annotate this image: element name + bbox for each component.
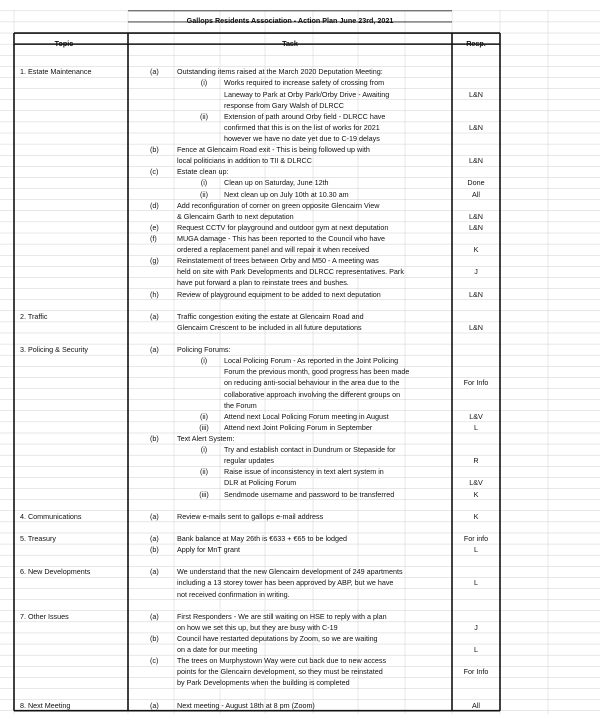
item-letter: (c)	[150, 167, 159, 177]
resp-cell: L&N	[469, 211, 483, 221]
task-text: Estate clean up:	[177, 167, 229, 177]
sub-numeral: (iii)	[199, 422, 209, 432]
header-topic: Topic	[54, 39, 74, 48]
task-text: ordered a replacement panel and will repair it when received	[177, 245, 370, 255]
item-letter: (a)	[150, 533, 159, 543]
resp-cell: L&N	[469, 156, 483, 166]
topic-cell: 4. Communications	[20, 511, 82, 521]
item-letter: (e)	[150, 222, 159, 232]
task-text: Fence at Glencairn Road exit - This is being followed up with	[177, 145, 370, 155]
task-text: Review e-mails sent to gallops e-mail address	[177, 511, 324, 521]
sub-numeral: (i)	[200, 78, 208, 88]
resp-cell: For Info	[463, 378, 489, 388]
task-text: points for the Glencairn development, so they must be reinstated	[177, 667, 383, 677]
item-letter: (b)	[150, 545, 159, 555]
sub-task-text: Clean up on Saturday, June 12th	[224, 178, 329, 188]
sub-task-text: on reducing anti-social behaviour in the area due to the	[224, 378, 400, 388]
resp-cell: L&V	[469, 478, 483, 488]
topic-cell: 1. Estate Maintenance	[20, 67, 92, 77]
task-text: Text Alert System:	[177, 433, 235, 443]
task-text: Outstanding items raised at the March 2020 Deputation Meeting:	[177, 67, 383, 77]
item-letter: (g)	[150, 256, 159, 266]
resp-cell: For info	[463, 533, 489, 543]
sheet-title: Gallops Residents Association - Action Plan June 23rd, 2021	[186, 16, 394, 25]
sub-numeral: (ii)	[200, 111, 208, 121]
sub-numeral: (i)	[200, 356, 208, 366]
sub-task-text: response from Gary Walsh of DLRCC	[224, 100, 344, 110]
sub-task-text: collaborative approach involving the different groups on	[224, 389, 401, 399]
sub-task-text: Sendmode username and password to be transferred	[224, 489, 395, 499]
resp-cell: All	[472, 189, 480, 199]
resp-cell: L&N	[469, 222, 483, 232]
task-text: First Responders - We are still waiting on HSE to reply with a plan	[177, 611, 387, 621]
resp-cell: L&V	[469, 411, 483, 421]
resp-cell: J	[474, 622, 478, 632]
sub-numeral: (ii)	[200, 411, 208, 421]
resp-cell: K	[473, 245, 479, 255]
sub-numeral: (i)	[200, 178, 208, 188]
header-resp: Resp.	[466, 39, 486, 48]
item-letter: (b)	[150, 145, 159, 155]
sub-task-text: confirmed that this is on the list of works for 2021	[224, 122, 380, 132]
item-letter: (b)	[150, 633, 159, 643]
sub-numeral: (ii)	[200, 467, 208, 477]
task-text: The trees on Murphystown Way were cut back due to new access	[177, 656, 387, 666]
item-letter: (a)	[150, 345, 159, 355]
resp-cell: L&N	[469, 289, 483, 299]
sub-task-text: the Forum	[224, 400, 257, 410]
resp-cell: For Info	[463, 667, 489, 677]
resp-cell: L	[474, 545, 478, 555]
topic-cell: 7. Other Issues	[20, 611, 69, 621]
task-text: Bank balance at May 26th is €633 + €65 to be lodged	[177, 533, 348, 543]
sub-task-text: regular updates	[224, 456, 274, 466]
resp-cell: L&N	[469, 122, 483, 132]
resp-cell: K	[473, 489, 479, 499]
task-text: on how we set this up, but they are busy with C-19	[177, 622, 338, 632]
item-letter: (a)	[150, 67, 159, 77]
sub-task-text: Local Policing Forum - As reported in the Joint Policing	[224, 356, 399, 366]
task-text: on a date for our meeting	[177, 645, 258, 655]
resp-cell: R	[473, 456, 479, 466]
task-text: Glencairn Crescent to be included in all future deputations	[177, 322, 362, 332]
sub-task-text: Attend next Joint Policing Forum in September	[224, 422, 373, 432]
sub-task-text: Next clean up on July 10th at 10.30 am	[224, 189, 349, 199]
topic-cell: 5. Treasury	[20, 533, 56, 543]
sub-task-text: Works required to increase safety of crossing from	[224, 78, 385, 88]
resp-cell: L	[474, 422, 478, 432]
item-letter: (a)	[150, 700, 159, 710]
topic-cell: 8. Next Meeting	[20, 700, 71, 710]
sub-task-text: Extension of path around Orby field - DLRCC have	[224, 111, 386, 121]
task-text: by Park Developments when the building is completed	[177, 678, 350, 688]
sub-numeral: (i)	[200, 445, 208, 455]
task-text: Review of playground equipment to be added to next deputation	[177, 289, 381, 299]
resp-cell: K	[473, 511, 479, 521]
sub-numeral: (ii)	[200, 189, 208, 199]
task-text: Request CCTV for playground and outdoor gym at next deputation	[177, 222, 389, 232]
item-letter: (a)	[150, 511, 159, 521]
task-text: Traffic congestion exiting the estate at Glencairn Road and	[177, 311, 364, 321]
item-letter: (a)	[150, 567, 159, 577]
task-text: & Glencairn Garth to next deputation	[177, 211, 294, 221]
topic-cell: 6. New Developments	[20, 567, 91, 577]
item-letter: (c)	[150, 656, 159, 666]
sub-task-text: Try and establish contact in Dundrum or Stepaside for	[224, 445, 396, 455]
resp-cell: L	[474, 578, 478, 588]
task-text: Apply for MnT grant	[177, 545, 240, 555]
item-letter: (b)	[150, 433, 159, 443]
task-text: Next meeting - August 18th at 8 pm (Zoom)	[177, 700, 315, 710]
task-text: Council have restarted deputations by Zoom, so we are waiting	[177, 633, 378, 643]
task-text: have put forward a plan to reinstate trees and bushes.	[177, 278, 349, 288]
topic-cell: 2. Traffic	[20, 311, 48, 321]
task-text: not received confirmation in writing.	[177, 589, 290, 599]
sub-task-text: Raise issue of inconsistency in text alert system in	[224, 467, 384, 477]
item-letter: (a)	[150, 611, 159, 621]
topic-cell: 3. Policing & Security	[20, 345, 88, 355]
sub-task-text: Forum the previous month, good progress has been made	[224, 367, 410, 377]
header-task: Task	[282, 39, 298, 48]
sub-task-text: Laneway to Park at Orby Park/Orby Drive - Awaiting	[224, 89, 390, 99]
item-letter: (d)	[150, 200, 159, 210]
task-text: including a 13 storey tower has been approved by ABP, but we have	[177, 578, 394, 588]
item-letter: (a)	[150, 311, 159, 321]
item-letter: (h)	[150, 289, 159, 299]
task-text: local politicians in addition to TII & DLRCC	[177, 156, 312, 166]
task-text: MUGA damage - This has been reported to the Council who have	[177, 234, 386, 243]
sub-task-text: DLR at Policing Forum	[224, 478, 297, 488]
resp-cell: Done	[467, 178, 485, 188]
task-text: Reinstatement of trees between Orby and M50 - A meeting was	[177, 256, 379, 266]
resp-cell: L	[474, 645, 478, 655]
sub-task-text: Attend next Local Policing Forum meeting in August	[224, 411, 389, 421]
resp-cell: All	[472, 700, 480, 710]
sub-numeral: (iii)	[199, 489, 209, 499]
sub-task-text: however we have no date yet due to C-19 delays	[224, 134, 380, 143]
item-letter: (f)	[150, 234, 157, 243]
resp-cell: J	[474, 267, 478, 277]
task-text: We understand that the new Glencairn development of 249 apartments	[177, 567, 403, 577]
resp-cell: L&N	[469, 322, 483, 332]
task-text: Add reconfiguration of corner on green opposite Glencairn View	[177, 200, 380, 210]
task-text: held on site with Park Developments and DLRCC representatives. Park	[177, 267, 404, 277]
resp-cell: L&N	[469, 89, 483, 99]
task-text: Policing Forums:	[177, 345, 231, 355]
